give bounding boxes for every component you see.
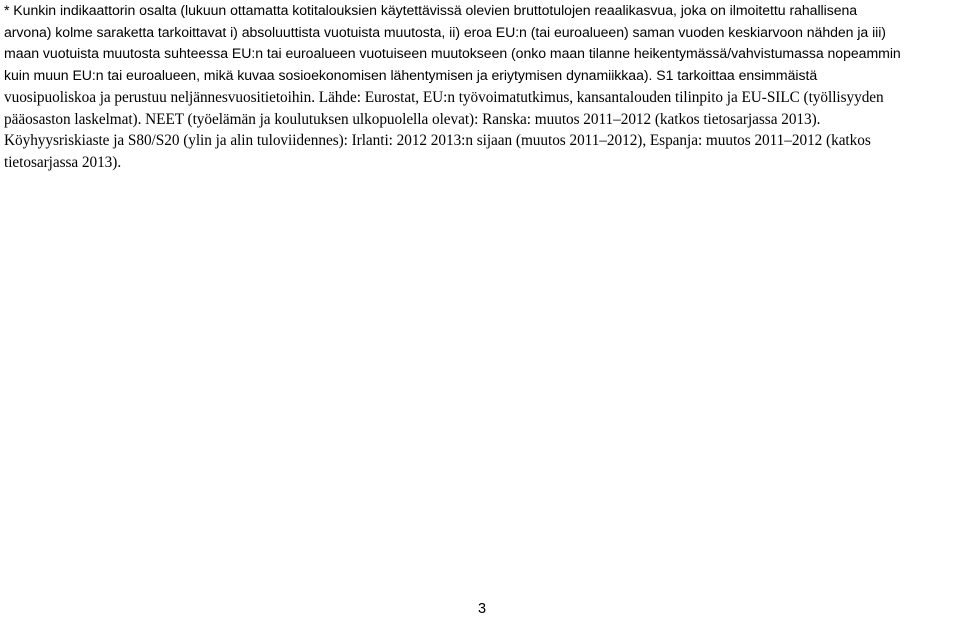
page-number: 3 <box>478 601 487 617</box>
footnote-line-2: arvona) kolme saraketta tarkoittavat i) absoluuttista vuotuista muutosta, ii) eroa EU:n (tai euroalueen) saman vuoden keskiarvoon nähden ja iii) <box>4 23 886 40</box>
footnote-line-6: pääosaston laskelmat). NEET (työelämän ja koulutuksen ulkopuolella olevat): Ranska: muutos 2011–2012 (katkos tietosarjassa 2013). <box>4 110 821 128</box>
footnote-line-4: kuin muun EU:n tai euroalueen, mikä kuvaa sosioekonomisen lähentymisen ja eriytymisen dynamiikkaa). S1 tarkoittaa ensimmäistä <box>4 67 818 84</box>
footnote-text <box>4 0 956 174</box>
footnote-line-8: tietosarjassa 2013). <box>4 153 122 171</box>
footnote-line-5: vuosipuoliskoa ja perustuu neljännesvuositietoihin. Lähde: Eurostat, EU:n työvoimatutkimus, kansantalouden tilinpito ja EU-SILC (työllisyyden <box>4 88 884 106</box>
footnote-line-3: maan vuotuista muutosta suhteessa EU:n tai euroalueen vuotuiseen muutokseen (onko maan tilanne heikentymässä/vahvistumassa nopeammin <box>4 45 901 62</box>
footnote-line-7: Köyhyysriskiaste ja S80/S20 (ylin ja alin tuloviidennes): Irlanti: 2012 2013:n sijaan (muutos 2011–2012), Espanja: muutos 2011–2012 (katkos <box>4 132 871 150</box>
footnote-line-1: * Kunkin indikaattorin osalta (lukuun ottamatta kotitalouksien käytettävissä olevien bruttotulojen reaalikasvua, joka on ilmoitettu rahallisena <box>4 2 858 18</box>
